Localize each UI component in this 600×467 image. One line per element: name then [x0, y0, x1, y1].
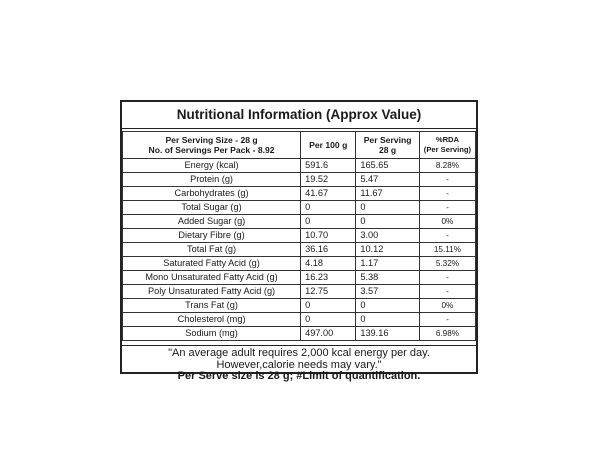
table-row	[123, 215, 476, 229]
table-row	[123, 271, 476, 285]
rda-line2: (Per Serving)	[423, 145, 472, 154]
per-serving-value: 165.65	[356, 159, 420, 173]
per-serving-value: 139.16	[356, 327, 420, 341]
nutrition-label	[120, 100, 478, 382]
per-100g-value: 10.70	[301, 229, 356, 243]
rda-value: 5.32%	[419, 257, 475, 271]
table-row	[123, 257, 476, 271]
nutrient-name: Total Fat (g)	[123, 243, 301, 257]
table-header-row	[123, 132, 476, 159]
rda-value: -	[419, 201, 475, 215]
label-footer	[122, 345, 476, 383]
per-100g-header: Per 100 g	[301, 132, 356, 159]
nutrient-name: Dietary Fibre (g)	[123, 229, 301, 243]
table-row	[123, 201, 476, 215]
per-100g-value: 41.67	[301, 187, 356, 201]
table-row	[123, 229, 476, 243]
nutrition-table	[122, 131, 476, 341]
rda-value: 15.11%	[419, 243, 475, 257]
table-row	[123, 313, 476, 327]
nutrient-name: Protein (g)	[123, 173, 301, 187]
table-row	[123, 285, 476, 299]
footer-line1: "An average adult requires 2,000 kcal energy per day.	[168, 347, 430, 359]
per-100g-value: 0	[301, 215, 356, 229]
rda-value: 6.98%	[419, 327, 475, 341]
nutrient-name: Sodium (mg)	[123, 327, 301, 341]
nutrient-name: Trans Fat (g)	[123, 299, 301, 313]
nutrient-rows	[123, 159, 476, 341]
per-serving-value: 0	[356, 215, 420, 229]
per-serving-value: 0	[356, 313, 420, 327]
per-serving-value: 10.12	[356, 243, 420, 257]
footer-line2: However,calorie needs may vary."	[216, 358, 382, 371]
servings-per-pack-text: No. of Servings Per Pack - 8.92	[148, 145, 275, 155]
serving-info-header	[123, 132, 301, 159]
rda-value: 8.28%	[419, 159, 475, 173]
table-row	[123, 299, 476, 313]
per-100g-value: 497.00	[301, 327, 356, 341]
rda-header	[419, 132, 475, 159]
nutrient-name: Total Sugar (g)	[123, 201, 301, 215]
rda-value: 0%	[419, 215, 475, 229]
per-serving-value: 3.57	[356, 285, 420, 299]
per-100g-value: 0	[301, 201, 356, 215]
per-serving-value: 5.47	[356, 173, 420, 187]
per-serving-value: 0	[356, 201, 420, 215]
per-100g-value: 19.52	[301, 173, 356, 187]
per-100g-value: 0	[301, 299, 356, 313]
per-serving-header	[356, 132, 420, 159]
per-serving-value: 3.00	[356, 229, 420, 243]
per-100g-value: 4.18	[301, 257, 356, 271]
per-100g-value: 591.6	[301, 159, 356, 173]
table-row	[123, 173, 476, 187]
rda-value: -	[419, 313, 475, 327]
table-row	[123, 159, 476, 173]
per-serving-line1: Per Serving	[363, 135, 412, 145]
rda-value: -	[419, 187, 475, 201]
per-serving-line2: 28 g	[378, 145, 397, 155]
per-100g-value: 16.23	[301, 271, 356, 285]
per-100g-value: 0	[301, 313, 356, 327]
nutrient-name: Saturated Fatty Acid (g)	[123, 257, 301, 271]
footer-line3: Per Serve size is 28 g; #Limit of quantification.	[177, 370, 421, 382]
table-row	[123, 243, 476, 257]
rda-line1: %RDA	[435, 135, 460, 144]
table-row	[123, 327, 476, 341]
nutrient-name: Energy (kcal)	[123, 159, 301, 173]
per-serving-value: 0	[356, 299, 420, 313]
per-serving-value: 11.67	[356, 187, 420, 201]
rda-value: 0%	[419, 299, 475, 313]
nutrient-name: Added Sugar (g)	[123, 215, 301, 229]
per-100g-value: 12.75	[301, 285, 356, 299]
per-serving-value: 5.38	[356, 271, 420, 285]
rda-value: -	[419, 173, 475, 187]
rda-value: -	[419, 229, 475, 243]
nutrient-name: Cholesterol (mg)	[123, 313, 301, 327]
label-title: Nutritional Information (Approx Value)	[122, 102, 476, 129]
rda-value: -	[419, 271, 475, 285]
nutrient-name: Mono Unsaturated Fatty Acid (g)	[123, 271, 301, 285]
per-100g-value: 36.16	[301, 243, 356, 257]
serving-size-text: Per Serving Size - 28 g	[165, 135, 258, 145]
per-serving-value: 1.17	[356, 257, 420, 271]
table-row	[123, 187, 476, 201]
rda-value: -	[419, 285, 475, 299]
nutrient-name: Carbohydrates (g)	[123, 187, 301, 201]
nutrient-name: Poly Unsaturated Fatty Acid (g)	[123, 285, 301, 299]
